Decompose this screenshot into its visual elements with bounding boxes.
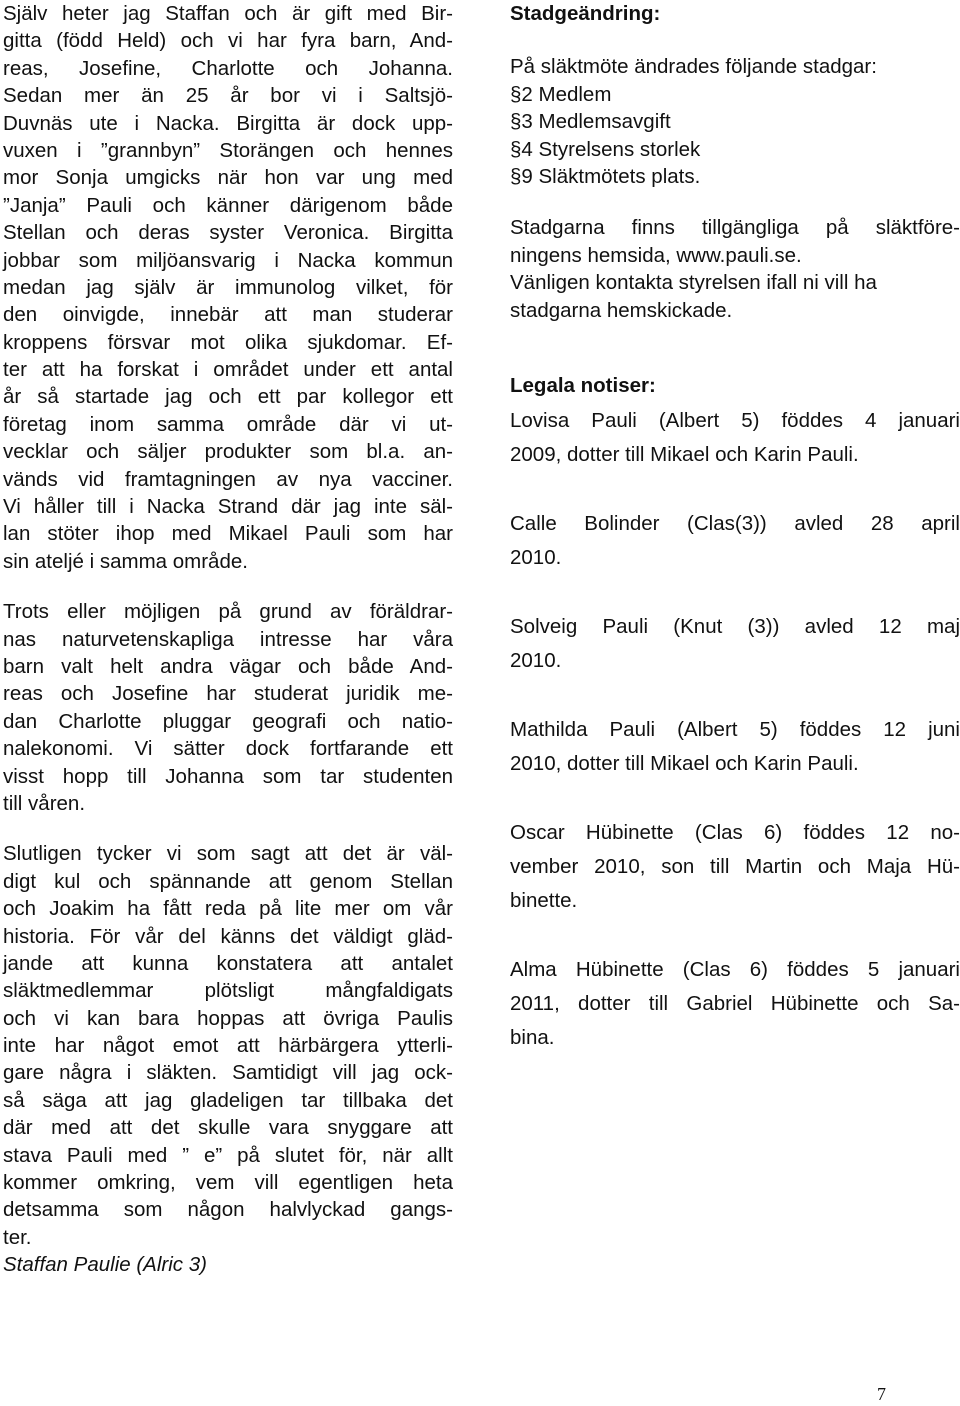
text-line: reas och Josefine har studerat juridik me-	[3, 682, 453, 706]
legala-notiser-section	[510, 372, 960, 1055]
text-line: kroppens försvar mot olika sjukdomar. Ef-	[3, 330, 453, 354]
text-line: Stellan och deras syster Veronica. Birgitta	[3, 221, 453, 245]
text-line: 2010, dotter till Mikael och Karin Pauli.	[510, 752, 859, 776]
text-line: 2011, dotter till Gabriel Hübinette och Sa-	[510, 992, 960, 1016]
author-signature: Staffan Paulie (Alric 3)	[3, 1253, 207, 1277]
section-heading: Legala notiser:	[510, 373, 656, 397]
notice-spacer	[510, 918, 960, 953]
notice-item	[510, 713, 960, 781]
text-line: vuxen i ”grannbyn” Storängen och hennes	[3, 138, 453, 162]
text-line: företag inom samma område där vi ut-	[3, 412, 453, 436]
text-line: till våren.	[3, 791, 86, 815]
text-line: På släktmöte ändrades följande stadgar:	[510, 55, 877, 79]
text-line: så säga att jag gladeligen tar tillbaka det	[3, 1088, 453, 1112]
text-line: ningens hemsida, www.pauli.se.	[510, 243, 802, 267]
statute-item: §4 Styrelsens storlek	[510, 137, 701, 161]
text-line: inte har något emot att härbärgera ytterli-	[3, 1034, 453, 1058]
text-line: Vänligen kontakta styrelsen ifall ni vill ha	[510, 271, 877, 295]
page-number: 7	[877, 1384, 886, 1404]
notice-item	[510, 404, 960, 472]
text-line: Själv heter jag Staffan och är gift med Bir-	[3, 2, 453, 25]
text-line: ter att ha forskat i området under ett antal	[3, 358, 453, 382]
text-line: Lovisa Pauli (Albert 5) föddes 4 januari	[510, 409, 960, 433]
text-line: år så startade jag och ett par kollegor ett	[3, 385, 453, 409]
paragraph-spacer	[3, 817, 453, 840]
text-line: Oscar Hübinette (Clas 6) föddes 12 no-	[510, 821, 960, 845]
text-line: ”Janja” Pauli och känner därigenom både	[3, 193, 453, 217]
notice-item	[510, 953, 960, 1055]
text-line: historia. För vår del känns det väldigt gläd-	[3, 924, 453, 948]
statute-item: §9 Släktmötets plats.	[510, 164, 701, 188]
text-line: Trots eller möjligen på grund av föräldrar-	[3, 600, 453, 624]
text-line: Duvnäs ute i Nacka. Birgitta är dock upp-	[3, 111, 453, 135]
text-line: och vi kan bara hoppas att övriga Paulis	[3, 1006, 453, 1030]
text-line: Mathilda Pauli (Albert 5) föddes 12 juni	[510, 718, 960, 742]
text-line: och Joakim ha fått reda på lite mer om vår	[3, 897, 453, 921]
notice-spacer	[510, 678, 960, 713]
text-line: jande att kunna konstatera att antalet	[3, 951, 453, 975]
text-line: vecklar och säljer produkter som bl.a. an-	[3, 440, 453, 464]
text-line: jobbar som miljöansvarig i Nacka kommun	[3, 248, 453, 272]
text-line: Alma Hübinette (Clas 6) föddes 5 januari	[510, 958, 960, 982]
text-line: dan Charlotte pluggar geografi och natio-	[3, 709, 453, 733]
paragraph-spacer	[510, 190, 960, 214]
text-line: Sedan mer än 25 år bor vi i Saltsjö-	[3, 84, 453, 108]
paragraph-intro	[3, 0, 453, 575]
text-line: 2010.	[510, 649, 562, 673]
text-line: visst hopp till Johanna som tar studenten	[3, 764, 453, 788]
text-line: gitta (född Held) och vi har fyra barn, And-	[3, 29, 453, 53]
text-line: vember 2010, son till Martin och Maja Hü-	[510, 855, 960, 879]
text-line: binette.	[510, 889, 578, 913]
text-line: där med att det skulle vara snyggare att	[3, 1116, 453, 1140]
text-line: 2010.	[510, 546, 562, 570]
text-line: den oinvigde, innebär att man studerar	[3, 303, 453, 327]
text-line: stava Pauli med ” e” på slutet för, när allt	[3, 1143, 453, 1167]
text-line: lan stöter ihop med Mikael Pauli som har	[3, 522, 453, 546]
text-line: detsamma som någon halvlyckad gangs-	[3, 1198, 453, 1222]
text-line: Vi håller till i Nacka Strand där jag inte säl-	[3, 495, 453, 519]
notice-item	[510, 507, 960, 575]
paragraph-children	[3, 598, 453, 817]
paragraph-spacer	[3, 575, 453, 598]
text-line: barn valt helt andra vägar och både And-	[3, 654, 453, 678]
text-line: digt kul och spännande att genom Stellan	[3, 869, 453, 893]
section-spacer	[510, 324, 960, 372]
text-line: släktmedlemmar plötsligt mångfaldigats	[3, 979, 453, 1003]
text-line: kommer omkring, vem vill egentligen heta	[3, 1171, 453, 1195]
text-line: vänds vid framtagningen av nya vacciner.	[3, 467, 453, 491]
heading-spacer	[510, 27, 960, 53]
text-line: ter.	[3, 1225, 32, 1249]
left-column	[3, 0, 453, 1279]
statute-item: §2 Medlem	[510, 82, 612, 106]
text-line: nas naturvetenskapliga intresse har våra	[3, 627, 453, 651]
notice-spacer	[510, 575, 960, 610]
text-line: 2009, dotter till Mikael och Karin Pauli.	[510, 443, 859, 467]
text-line: Solveig Pauli (Knut (3)) avled 12 maj	[510, 615, 960, 639]
paragraph-closing	[3, 840, 453, 1251]
text-line: sin ateljé i samma område.	[3, 549, 248, 573]
text-line: stadgarna hemskickade.	[510, 298, 733, 322]
stadgeandring-section	[510, 0, 960, 324]
text-line: Stadgarna finns tillgängliga på släktföre-	[510, 216, 960, 240]
right-column	[510, 0, 960, 1055]
section-heading: Stadgeändring:	[510, 2, 661, 25]
text-line: gare några i släkten. Samtidigt vill jag ock-	[3, 1061, 453, 1085]
text-line: reas, Josefine, Charlotte och Johanna.	[3, 56, 453, 80]
notice-item	[510, 816, 960, 918]
notice-spacer	[510, 472, 960, 507]
text-line: bina.	[510, 1026, 555, 1050]
text-line: mor Sonja umgicks när hon var ung med	[3, 166, 453, 190]
text-line: medan jag själv är immunolog vilket, för	[3, 275, 453, 299]
statute-item: §3 Medlemsavgift	[510, 110, 671, 134]
text-line: Slutligen tycker vi som sagt att det är väl-	[3, 842, 453, 866]
notice-item	[510, 610, 960, 678]
notice-spacer	[510, 781, 960, 816]
text-line: nalekonomi. Vi sätter dock fortfarande ett	[3, 737, 453, 761]
text-line: Calle Bolinder (Clas(3)) avled 28 april	[510, 512, 960, 536]
